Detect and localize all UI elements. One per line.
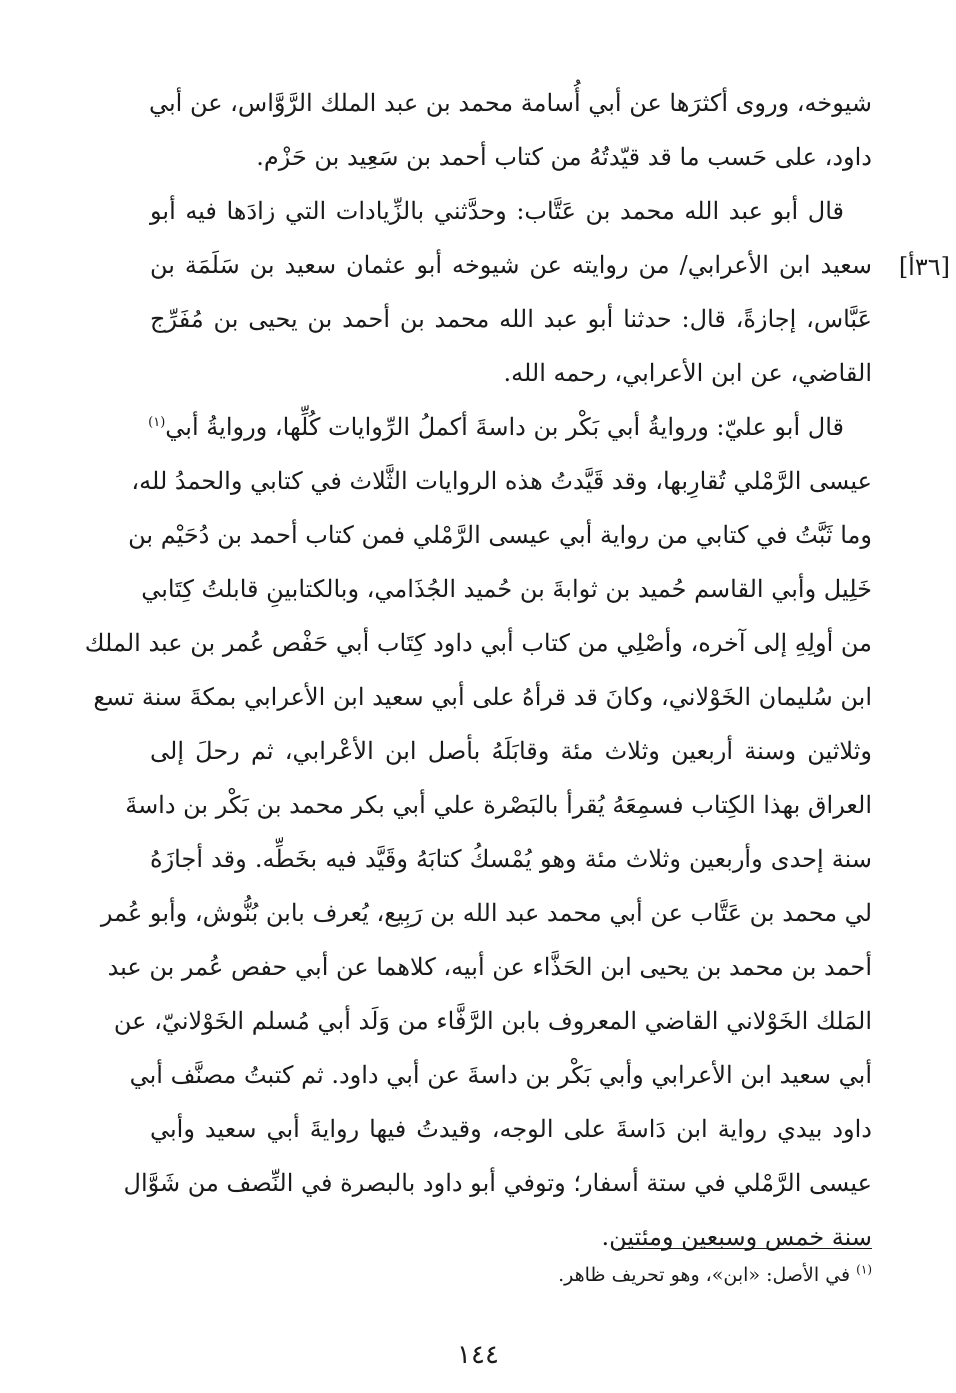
footnote-separator — [618, 1248, 872, 1249]
text-line-17: أحمد بن محمد بن يحيى ابن الحَذَّاء عن أبيه، كلاهما عن أبي حفص عُمر بن عبد — [107, 953, 872, 981]
text-line-20: داود بيدي رواية ابن دَاسةَ على الوجه، وقيدتُ فيها روايةَ أبي سعيد وأبي — [150, 1115, 872, 1143]
footnote — [300, 1258, 872, 1292]
text-line-11: من أولِهِ إلى آخره، وأصْلِي من كتاب أبي داود كِتَاب أبي حَفْص عُمر بن عبد الملك — [84, 629, 872, 657]
text-line-4: سعيد ابن الأعرابي/ من روايته عن شيوخه أبو عثمان سعيد بن سَلَمَة بن — [150, 251, 872, 279]
text-line-10: خَلِيل وأبي القاسم حُميد بن ثوابةَ بن حُميد الجُذَامي، وبالكتابينِ قابلتُ كِتَابي — [141, 575, 872, 603]
text-line-8: عيسى الرَّمْلي تُقارِبها، وقد قَيَّدتُ هذه الروايات الثَّلاث في كتابي والحمدُ لله، — [131, 467, 872, 495]
footnote-marker: (١) — [856, 1262, 872, 1277]
main-text-block — [84, 76, 872, 1264]
text-line-14: العراق بهذا الكِتاب فسمِعَهُ يُقرأ بالبَصْرة علي أبي بكر محمد بن بَكْر بن داسةَ — [125, 791, 872, 819]
text-line-6: القاضي، عن ابن الأعرابي، رحمه الله. — [503, 359, 872, 387]
text-line-3: قال أبو عبد الله محمد بن عَتَّاب: وحدَّثني بالزِّيادات التي زادَها فيه أبو — [150, 197, 844, 225]
text-line-7-body: قال أبو عليّ: وروايةُ أبي بَكْر بن داسةَ أكملُ الرِّوايات كُلِّها، وروايةُ أبي — [165, 413, 844, 441]
text-line-21: عيسى الرَّمْلي في ستة أسفار؛ وتوفي أبو داود بالبصرة في النِّصف من شَوَّال — [123, 1169, 872, 1197]
text-line-16: لي محمد بن عَتَّاب عن أبي محمد عبد الله بن رَبِيع، يُعرف بابن بُنُّوش، وأبو عُمر — [100, 899, 872, 927]
text-line-15: سنة إحدى وأربعين وثلاث مئة وهو يُمْسكُ كتابَهُ وقَيَّد فيه بخَطِّه. وقد أجازَهُ — [150, 845, 872, 873]
text-line-19: أبي سعيد ابن الأعرابي وأبي بَكْر بن داسةَ عن أبي داود. ثم كتبتُ مصنَّف أبي — [129, 1061, 872, 1089]
text-line-2: داود، على حَسب ما قد قيّدتُهُ من كتاب أحمد بن سَعِيد بن حَزْم. — [256, 143, 872, 171]
page-number: ١٤٤ — [457, 1340, 499, 1370]
text-line-1: شيوخه، وروى أكثرَها عن أبي أُسامة محمد بن عبد الملك الرَّوَّاس، عن أبي — [148, 89, 872, 117]
text-line-13: وثلاثين وسنة أربعين وثلاث مئة وقابَلَهُ بأصل ابن الأعْرابي، ثم رحلَ إلى — [150, 737, 872, 765]
text-line-18: المَلك الخَوْلاني القاضي المعروف بابن الرَّفَّاء من وَلَد أبي مُسلم الخَوْلانيّ، عن — [113, 1007, 872, 1035]
footnote-reference: (١) — [148, 415, 166, 430]
footnote-text: في الأصل: «ابن»، وهو تحريف ظاهر. — [558, 1264, 851, 1286]
text-line-7 — [150, 400, 872, 454]
text-line-5: عَبَّاس، إجازةً، قال: حدثنا أبو عبد الله محمد بن أحمد بن يحيى بن مُفَرِّج — [150, 305, 872, 333]
text-line-22: سنة خمس وسبعين ومئتين. — [601, 1223, 872, 1251]
manuscript-folio-marker: [٣٦أ] — [898, 253, 950, 281]
text-line-9: وما ثَبَّتُ في كتابي من رواية أبي عيسى الرَّمْلي فمن كتاب أحمد بن دُحَيْم بن — [128, 521, 872, 549]
text-line-12: ابن سُليمان الخَوْلاني، وكانَ قد قرأهُ على أبي سعيد ابن الأعرابي بمكةَ سنة تسع — [93, 683, 872, 711]
